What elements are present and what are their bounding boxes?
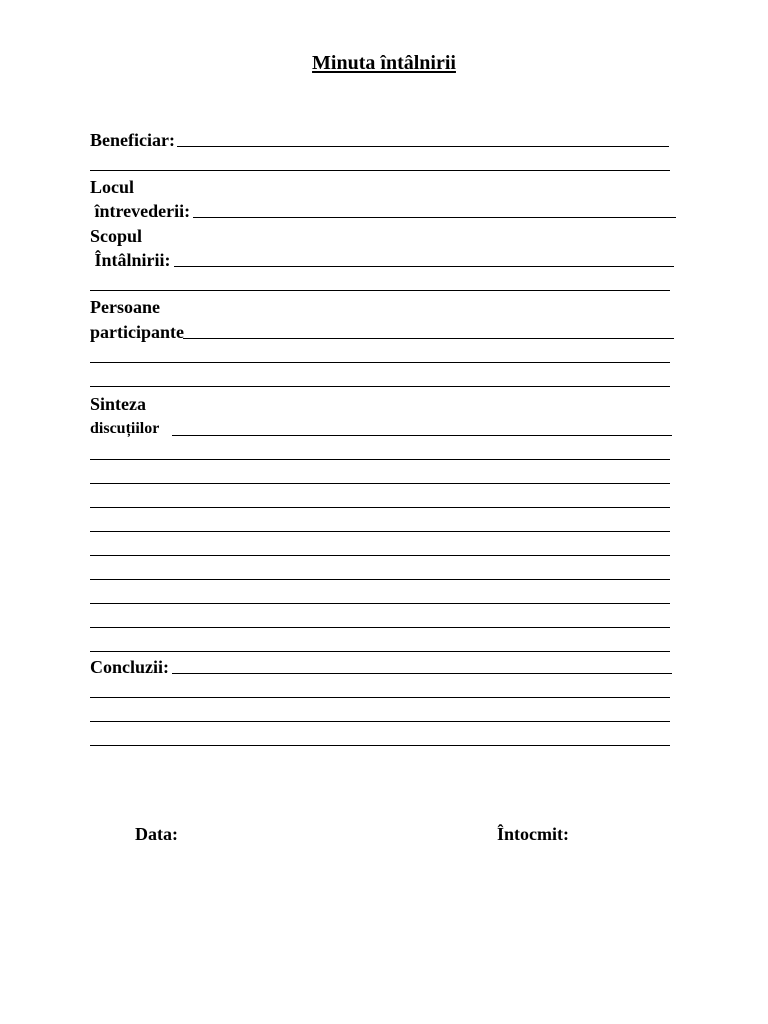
concluzii-label: Concluzii:: [90, 657, 169, 677]
concluzii-line[interactable]: [172, 673, 672, 674]
concluzii-line-4[interactable]: [90, 745, 670, 746]
date-label: Data:: [135, 824, 178, 844]
sinteza-label-line2: discuțiilor: [90, 420, 160, 437]
sinteza-line-10[interactable]: [90, 651, 670, 652]
scopul-line-2[interactable]: [90, 290, 670, 291]
beneficiar-line[interactable]: [177, 146, 669, 147]
persoane-line[interactable]: [183, 338, 674, 339]
author-label: Întocmit:: [497, 824, 569, 844]
sinteza-line-8[interactable]: [90, 603, 670, 604]
concluzii-line-3[interactable]: [90, 721, 670, 722]
persoane-line-2[interactable]: [90, 362, 670, 363]
sinteza-line-5[interactable]: [90, 531, 670, 532]
sinteza-line-2[interactable]: [90, 459, 670, 460]
beneficiar-line-2[interactable]: [90, 170, 670, 171]
sinteza-line[interactable]: [172, 435, 672, 436]
sinteza-line-7[interactable]: [90, 579, 670, 580]
locul-label-line2: întrevederii:: [90, 201, 191, 221]
persoane-label-line2: participante: [90, 322, 184, 342]
page-title: Minuta întâlnirii: [312, 52, 456, 74]
locul-label-line1: Locul: [90, 177, 135, 197]
concluzii-line-2[interactable]: [90, 697, 670, 698]
sinteza-label-line1: Sinteza: [90, 394, 146, 414]
scopul-line[interactable]: [174, 266, 674, 267]
locul-line[interactable]: [193, 217, 676, 218]
sinteza-line-9[interactable]: [90, 627, 670, 628]
beneficiar-label: Beneficiar:: [90, 130, 175, 150]
persoane-label-line1: Persoane: [90, 297, 160, 317]
sinteza-line-6[interactable]: [90, 555, 670, 556]
scopul-label-line1: Scopul: [90, 226, 143, 246]
sinteza-line-4[interactable]: [90, 507, 670, 508]
scopul-label-line2: Întâlnirii:: [90, 250, 171, 270]
sinteza-line-3[interactable]: [90, 483, 670, 484]
persoane-line-3[interactable]: [90, 386, 670, 387]
